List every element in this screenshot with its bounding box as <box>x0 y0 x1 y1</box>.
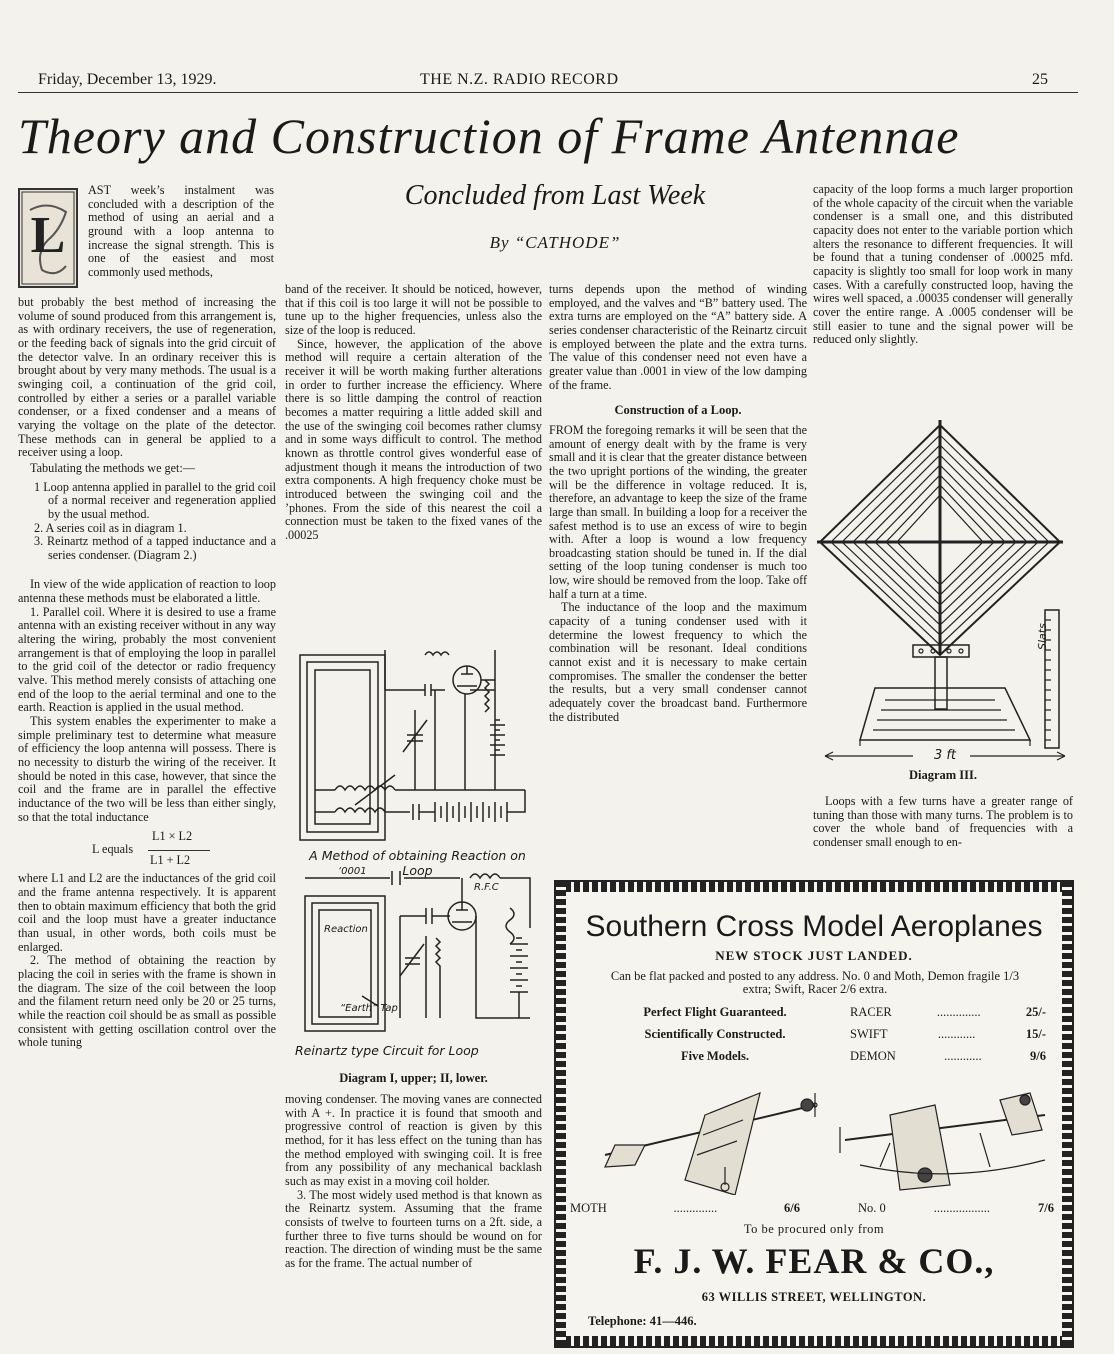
col3-para-1: turns depends upon the method of winding employed, and the valves and “B” battery used. The extra turns are employed on the “A” battery side. A series condenser characteristic of the Reinartz circuit is employed between the plate and the extra turns. The value of this condenser need not even have a greater value than .0001 in view of the low damping of the frame. <box>549 282 807 392</box>
price-model: DEMON <box>850 1049 896 1063</box>
price-dots: ............ <box>937 1027 976 1041</box>
diagram-1-circuit <box>295 650 540 845</box>
page-number: 25 <box>1032 71 1048 88</box>
formula-lhs: L equals <box>92 842 134 857</box>
methods-list-item: 1 Loop antenna applied in parallel to the grid coil of a normal receiver and regeneration applied by the usual method. <box>34 479 276 521</box>
ad-feature-3: Five Models. <box>680 1049 750 1063</box>
intro-paragraph: AST week’s instalment was concluded with a description of the method of using an aerial and a ground with a loop antenna to increase the signal strength. This is one of the easiest and most commonly used methods, <box>88 183 274 279</box>
column-4-top <box>813 183 1073 347</box>
diagram-2-label-rfc: R.F.C <box>474 882 499 893</box>
col1-para-4: This system enables the experimenter to make a simple preliminary test to determine what measure of efficiency the loop antenna will possess. There is no necessity to disturb the wiring of the receiver. It should be noted in this case, however, that since the coil and the frame are in parallel the effective inductance of the two will be less than either singly, so that the total inductance <box>18 714 276 824</box>
column-1-intro <box>88 184 274 280</box>
ad-border <box>556 882 566 1346</box>
price-row-no0 <box>858 1201 1054 1216</box>
price-dots: .............. <box>936 1005 981 1019</box>
price-model: MOTH <box>570 1201 607 1215</box>
col1-para-3: 1. Parallel coil. Where it is desired to use a frame antenna with an existing receiver without in any way altering the wiring, probably the most convenient arrangement is that of employing the loop in parallel to the grid coil of the detector or radio frequency valve. This method merely consists of attaching one end of the loop to the aerial terminal and one to the earth. Reaction is applied in the usual method. <box>18 604 276 715</box>
dropcap-letter: L <box>30 207 66 264</box>
price-model: No. 0 <box>858 1201 886 1215</box>
ad-address: 63 WILLIS STREET, WELLINGTON. <box>701 1290 927 1304</box>
ad-border <box>556 1336 1072 1346</box>
col2-para-3: moving condenser. The moving vanes are connected with A +. In practice it is found that smooth and progressive control of reaction is given by this method, for it has less effect on the tuning than has the method employed with swinging coil. It is free from any possibility of any mechanical backlash such as may exist in a moving coil holder. <box>285 1092 542 1188</box>
diagram-3-caption: Diagram III. <box>908 768 978 782</box>
diagram-3-width-label: 3 ft <box>920 748 970 763</box>
diagram-3-frame-loop <box>815 420 1075 770</box>
col3-para-3: The inductance of the loop and the maximum capacity of a tuning condenser used with it determine the lowest frequency to which the combination will be resonant. Ideal conditions cannot exist and it is necessary to make certain compromises. The smaller the condenser the better the results, but a very small condenser cannot adequately cover the broadcast band. Furthermore the distributed <box>549 600 807 724</box>
ad-border <box>556 882 1072 892</box>
publication-name: THE N.Z. RADIO RECORD <box>420 71 619 88</box>
col1-para-5: where L1 and L2 are the inductances of the grid coil and the frame antenna respectively. It is apparent then to obtain maximum efficiency that both the grid coil and the loop must have a greater inductance than usual, in other words, both coils must be enlarged. <box>18 871 276 954</box>
col2-para-1: band of the receiver. It should be noticed, however, that if this coil is too large it will not be possible to tune up to the higher frequencies, unless also the size of the loop is reduced. <box>285 282 542 337</box>
article-subtitle: Concluded from Last Week <box>404 180 706 211</box>
header-rule <box>18 92 1078 93</box>
ad-title: Southern Cross Model Aeroplanes <box>585 910 1043 943</box>
price-value: 15/- <box>1025 1027 1046 1041</box>
price-model: SWIFT <box>850 1027 888 1041</box>
methods-list <box>18 481 276 563</box>
price-model: RACER <box>850 1005 892 1019</box>
diagram-2-circuit <box>300 868 540 1036</box>
ad-border <box>1062 882 1072 1346</box>
section-heading: Construction of a Loop. <box>614 403 742 418</box>
price-row-swift <box>850 1027 1046 1042</box>
diagrams-label: Diagram I, upper; II, lower. <box>339 1071 488 1085</box>
ad-feature-2: Scientifically Constructed. <box>644 1027 786 1041</box>
diagram-2-label-cap: ‘0001 <box>338 866 367 877</box>
ad-procured: To be procured only from <box>743 1222 885 1236</box>
price-value: 7/6 <box>1038 1201 1054 1215</box>
article-title: Theory and Construction of Frame Antennae <box>18 108 960 164</box>
col4-para-2: Loops with a few turns have a greater range of tuning than those with many turns. The problem is to cover the whole band of frequencies with a condenser small enough to en- <box>813 794 1073 849</box>
formula-denominator: L1 + L2 <box>150 853 191 868</box>
price-value: 9/6 <box>1030 1049 1046 1063</box>
article-byline: By “CATHODE” <box>489 233 621 252</box>
diagram-3-height-label: Slats <box>1036 623 1049 650</box>
ad-feature-1: Perfect Flight Guaranteed. <box>643 1005 787 1019</box>
no0-aeroplane-illustration <box>830 1075 1060 1195</box>
price-value: 25/- <box>1025 1005 1046 1019</box>
diagram-2-caption: Reinartz type Circuit for Loop <box>295 1043 479 1058</box>
column-2-bottom <box>285 1093 542 1271</box>
dropcap-ornament-icon <box>20 190 76 286</box>
ad-telephone: Telephone: 41—446. <box>588 1314 697 1328</box>
ad-shipping: Can be flat packed and posted to any address. No. 0 and Moth, Demon fragile 1/3 extra; Swift, Racer 2/6 extra. <box>610 969 1020 996</box>
price-dots: .............. <box>673 1201 718 1215</box>
price-row-moth <box>570 1201 800 1216</box>
price-dots: .................. <box>933 1201 991 1215</box>
price-value: 6/6 <box>784 1201 800 1215</box>
diagram-2-label-earth: “Earth” Tap <box>340 1003 398 1014</box>
column-1 <box>18 296 276 1050</box>
dropcap-ornament <box>18 188 78 288</box>
formula-bar <box>148 850 210 851</box>
col1-tabulating: Tabulating the methods we get:— <box>30 460 195 475</box>
ad-company: F. J. W. FEAR & CO., <box>633 1241 995 1281</box>
col4-para-1: capacity of the loop forms a much larger proportion of the whole capacity of the circuit when the variable condenser is a small one, and this distributed capacity does not enter to the variable portion which alters the resonance to different frequencies. It will be found that a tuning condenser of .00025 mfd. capacity is slightly too small for loop work in many cases. With a carefully constructed loop, having the wires well spaced, a .00035 condenser will generally cover the entire range. A .0005 condenser will be still easier to tune and the signal power will be reduced only slightly. <box>813 182 1073 347</box>
col1-para-1: but probably the best method of increasing the volume of sound produced from this arrangement is, as with ordinary receivers, the use of regeneration, or the feeding back of signals into the grid circuit of the detector valve. In an ordinary receiver this is brought about by very many methods. The usual is a swinging coil, a continuation of the grid coil, controlled by either a series or a parallel variable condenser, or a fixed condenser and a means of varying the voltage on the plate of the detector. These methods can in general be applied to a receiver using a loop. <box>18 295 276 460</box>
col3-para-2: FROM the foregoing remarks it will be seen that the amount of energy dealt with by the frame is very small and it is clear that the greater distance between the two upright portions of the winding, the greater will be the difference in voltage reduced. It is, therefore, an advantage to keep the size of the frame large than small. In building a loop for a receiver the safest method is to use an excess of wire to begin with. After a loop is wound a low frequency broadcasting station should be tuned in. If the dial setting of the loop tuning condenser is much too low, wire should be removed from the loop. Take off half a turn at a time. <box>549 422 807 601</box>
issue-date: Friday, December 13, 1929. <box>38 71 217 88</box>
price-dots: ............ <box>944 1049 982 1063</box>
formula-numerator: L1 × L2 <box>152 829 193 844</box>
ad-subtitle: NEW STOCK JUST LANDED. <box>715 948 913 963</box>
price-row-racer <box>850 1005 1046 1020</box>
column-4-bottom <box>813 795 1073 850</box>
moth-aeroplane-illustration <box>585 1075 835 1195</box>
diagram-2-label-reaction: Reaction <box>324 924 368 935</box>
col1-para-6: 2. The method of obtaining the reaction by placing the coil in series with the frame is shown in the diagram. The size of the coil between the loop and the filament return need only be 20 or 25 turns, while the reaction coil should be as small as possible consistent with getting oscillation control over the whole tuning <box>18 953 276 1050</box>
col2-para-2: Since, however, the application of the above method will require a certain alteration of the receiver it will be worth making further alterations in order to further increase the efficiency. Where there is so little damping the control of reaction becomes a matter requiring a little added skill and the use of the swinging coil becomes rather clumsy and in some ways difficult to control. The method known as throttle control gives wonderful ease of adjustment though it means the introduction of two extra components. A high frequency choke must be introduced between the swinging coil and the ’phones. From the side of this nearest the coil a connection must be taken to the fixed vanes of the .00025 <box>285 336 542 542</box>
col2-para-4: 3. The most widely used method is that known as the Reinartz system. Assuming that the frame consists of twelve to fourteen turns on a 2ft. side, a further three to five turns should be wound on for reaction. The direction of winding must be the same as for the frame. The actual number of <box>285 1187 542 1270</box>
inductance-formula <box>18 830 276 872</box>
col1-para-2: In view of the wide application of reaction to loop antenna these methods must be elaborated a little. <box>18 577 276 606</box>
column-2-top <box>285 283 542 542</box>
column-3 <box>549 283 807 724</box>
diagram-1-caption: A Method of obtaining Reaction on Loop <box>309 848 526 878</box>
phones-icon <box>506 908 514 944</box>
methods-list-item: 2. A series coil as in diagram 1. <box>34 520 187 535</box>
price-row-demon <box>850 1049 1046 1064</box>
methods-list-item: 3. Reinartz method of a tapped inductance and a series condenser. (Diagram 2.) <box>34 534 276 562</box>
